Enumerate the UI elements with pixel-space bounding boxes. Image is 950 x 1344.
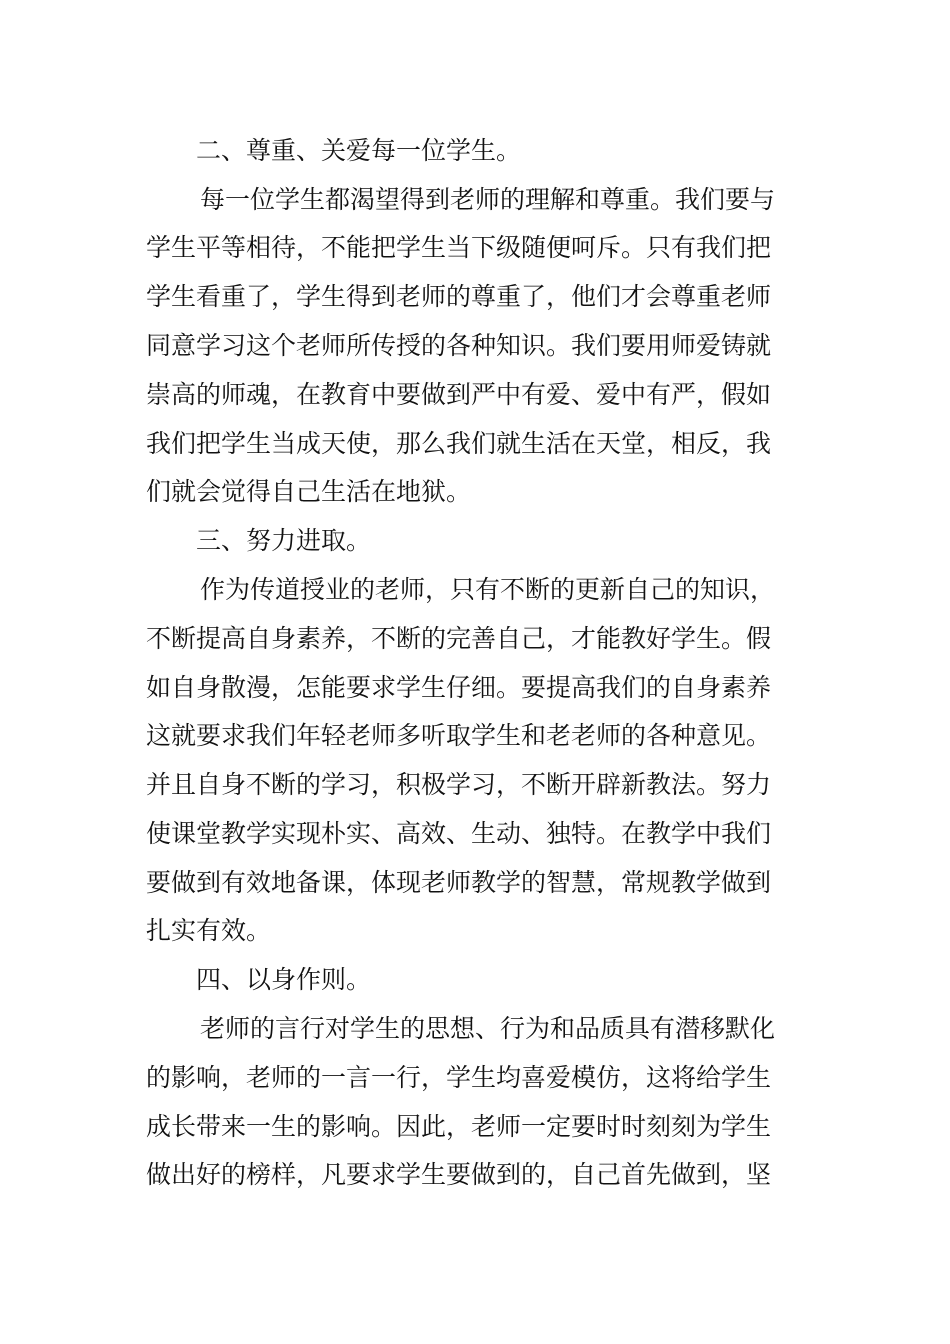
paragraph-line: 不断提高自身素养，不断的完善自己，才能教好学生。假 <box>146 624 772 653</box>
paragraph-line: 做出好的榜样，凡要求学生要做到的，自己首先做到，坚 <box>146 1160 772 1189</box>
paragraph-line: 要做到有效地备课，体现老师教学的智慧，常规教学做到 <box>146 868 772 897</box>
paragraph-line: 学生平等相待，不能把学生当下级随便呵斥。只有我们把 <box>146 233 772 262</box>
paragraph-line: 扎实有效。 <box>146 916 272 945</box>
paragraph-line: 使课堂教学实现朴实、高效、生动、独特。在教学中我们 <box>146 819 772 848</box>
paragraph-line: 每一位学生都渴望得到老师的理解和尊重。我们要与 <box>200 185 776 214</box>
paragraph-line: 作为传道授业的老师，只有不断的更新自己的知识， <box>200 575 776 604</box>
section-heading: 二、尊重、关爱每一位学生。 <box>196 136 522 165</box>
section-heading: 四、以身作则。 <box>196 965 372 994</box>
paragraph-line: 并且自身不断的学习，积极学习，不断开辟新教法。努力 <box>146 770 772 799</box>
paragraph-line: 同意学习这个老师所传授的各种知识。我们要用师爱铸就 <box>146 331 772 360</box>
paragraph-line: 我们把学生当成天使，那么我们就生活在天堂，相反，我 <box>146 429 772 458</box>
paragraph-line: 如自身散漫，怎能要求学生仔细。要提高我们的自身素养 <box>146 673 772 702</box>
paragraph-line: 老师的言行对学生的思想、行为和品质具有潜移默化 <box>200 1014 776 1043</box>
section-heading: 三、努力进取。 <box>196 526 372 555</box>
paragraph-line: 成长带来一生的影响。因此，老师一定要时时刻刻为学生 <box>146 1112 772 1141</box>
paragraph-line: 们就会觉得自己生活在地狱。 <box>146 477 472 506</box>
paragraph-line: 的影响，老师的一言一行，学生均喜爱模仿，这将给学生 <box>146 1063 772 1092</box>
paragraph-line: 崇高的师魂，在教育中要做到严中有爱、爱中有严，假如 <box>146 380 772 409</box>
paragraph-line: 这就要求我们年轻老师多听取学生和老老师的各种意见。 <box>146 721 772 750</box>
paragraph-line: 学生看重了，学生得到老师的尊重了，他们才会尊重老师 <box>146 282 772 311</box>
